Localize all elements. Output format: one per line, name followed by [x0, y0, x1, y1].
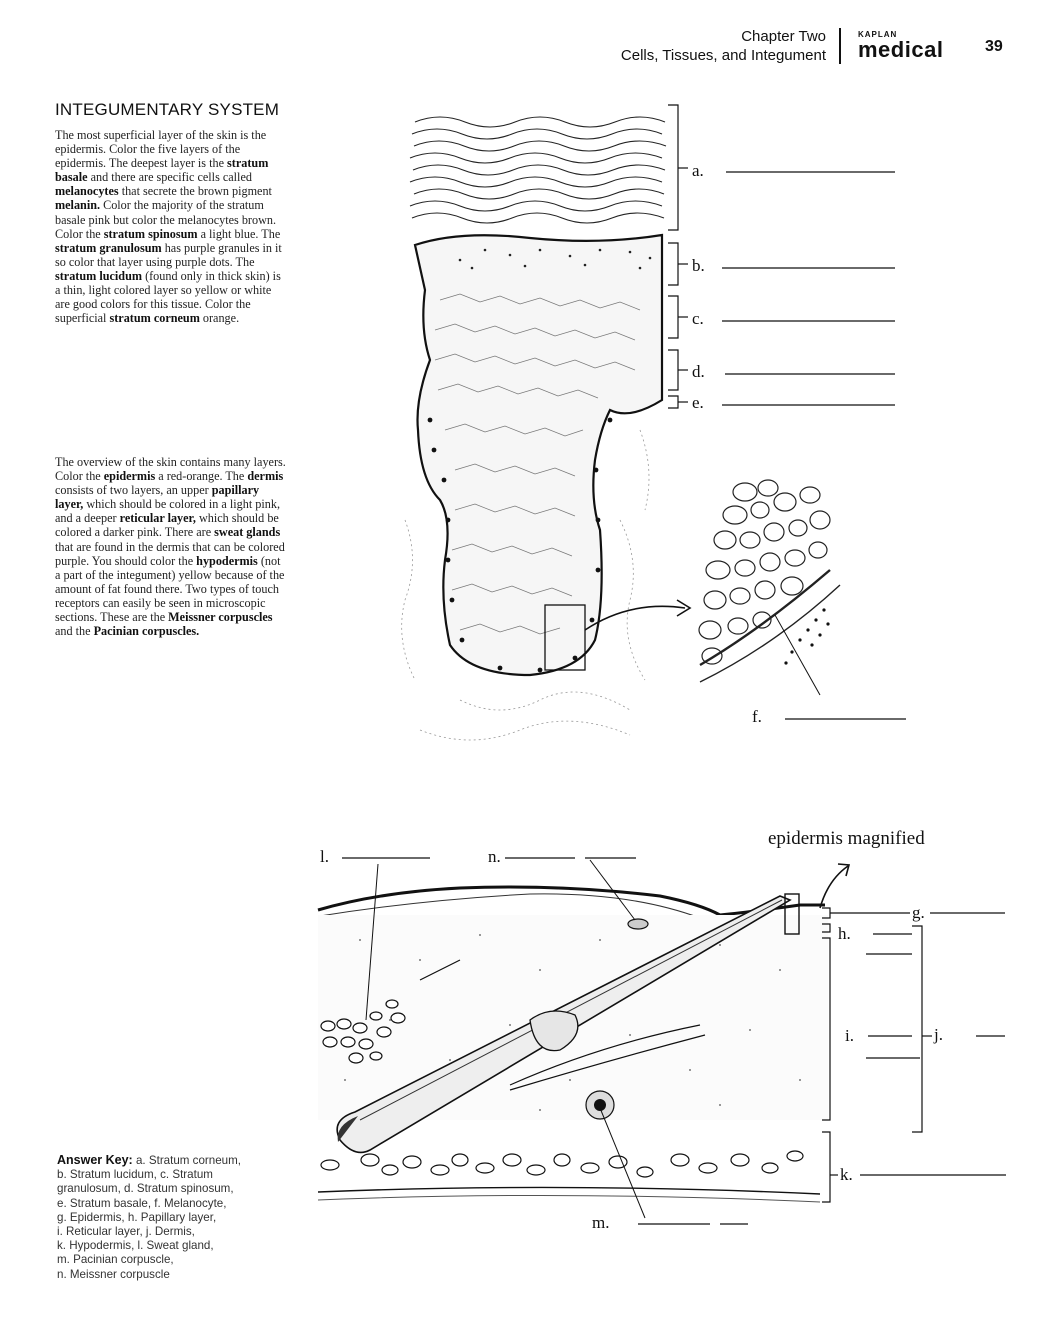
logo-small-text: KAPLAN [858, 30, 898, 39]
bold-term: papillary layer, [55, 483, 260, 512]
paragraph-layers [55, 128, 282, 325]
answer-key-line: granulosum, d. Stratum spinosum, [57, 1182, 234, 1196]
label-k: k. [840, 1165, 853, 1184]
region-brackets [822, 908, 922, 1202]
magnified-inset [699, 480, 840, 682]
body-text: a red-orange. The [155, 469, 248, 484]
label-b: b. [692, 256, 705, 275]
label-l: l. [320, 847, 329, 866]
answer-key-line: b. Stratum lucidum, c. Stratum [57, 1168, 213, 1182]
publisher-logo [858, 30, 943, 61]
intro-paragraph [55, 128, 287, 325]
running-header [560, 27, 826, 65]
bold-term: stratum basale [55, 156, 269, 185]
body-text: which should be colored a darker pink. There are [55, 511, 279, 540]
bold-term: Pacinian corpuscles. [93, 624, 200, 639]
body-text: has purple granules in it so color that layer using purple dots. The [55, 240, 282, 269]
label-h: h. [838, 924, 851, 943]
body-text: Color the majority of the stratum basale pink but color the melanocytes brown. Color the [55, 198, 277, 241]
label-i: i. [845, 1026, 854, 1045]
page-number: 39 [985, 38, 1003, 55]
bold-term: epidermis [103, 469, 156, 484]
answer-key-line: k. Hypodermis, l. Sweat gland, [57, 1239, 214, 1253]
chapter-label: Chapter Two [741, 28, 826, 45]
body-text: and the [55, 624, 94, 639]
answer-key-line: n. Meissner corpuscle [57, 1267, 170, 1281]
label-g: g. [912, 903, 925, 922]
section-title: INTEGUMENTARY SYSTEM [55, 100, 280, 119]
melanocyte-pointer [775, 615, 820, 695]
answer-key-line: m. Pacinian corpuscle, [57, 1253, 174, 1267]
body-text: The overview of the skin contains many layers. Color the [55, 455, 286, 484]
bold-term: sweat glands [214, 525, 281, 540]
body-text: a light blue. The [197, 226, 281, 241]
label-j: j. [934, 1025, 943, 1044]
body-text: that secrete the brown pigment [118, 184, 272, 199]
bold-term: melanin. [55, 198, 101, 213]
bold-term: reticular layer, [119, 511, 196, 526]
bold-term: Meissner corpuscles [168, 610, 273, 625]
layer-brackets [668, 105, 688, 408]
meissner-corpuscle [628, 919, 648, 929]
epidermis-figure [400, 100, 930, 770]
stratum-corneum-drawing [410, 117, 666, 223]
label-m: m. [592, 1213, 610, 1232]
answer-lines [722, 172, 895, 405]
answer-key-line: g. Epidermis, h. Papillary layer, [57, 1210, 217, 1224]
body-text: and there are specific cells called [87, 170, 252, 185]
logo-big-text: medical [858, 37, 944, 62]
epidermis-surface [318, 887, 825, 915]
header-divider [839, 28, 841, 64]
body-text: that are found in the dermis that can be colored purple. You should color the [55, 539, 285, 568]
bold-term: stratum corneum [109, 311, 200, 326]
body-text: (not a part of the integument) yellow because of the amount of fat found there. Two types of touch receptors can easily be seen in microscopic sections. These are the [55, 553, 285, 625]
body-text: which should be colored in a light pink, and a deeper [55, 497, 280, 526]
label-n: n. [488, 847, 501, 866]
bold-term: hypodermis [196, 553, 258, 568]
pointer-m [600, 1108, 645, 1218]
bold-term: melanocytes [55, 184, 119, 199]
label-c: c. [692, 309, 704, 328]
label-f: f. [752, 707, 762, 726]
body-text: consists of two layers, an upper [55, 483, 212, 498]
chapter-subtitle: Cells, Tissues, and Integument [620, 47, 826, 64]
answer-key-line: i. Reticular layer, j. Dermis, [57, 1225, 195, 1239]
bold-term: stratum lucidum [55, 268, 143, 283]
answer-key-heading: Answer Key: [57, 1153, 133, 1167]
overview-paragraph [55, 455, 287, 638]
answer-key-line: a. Stratum corneum, [135, 1154, 241, 1167]
hypodermis-fat [321, 1151, 803, 1177]
label-d: d. [692, 362, 705, 381]
label-a: a. [692, 161, 704, 180]
bold-term: dermis [247, 469, 284, 484]
body-text: orange. [199, 311, 240, 326]
inset-dots [784, 608, 829, 664]
skin-overview-figure [300, 820, 1012, 1240]
bold-term: stratum granulosum [55, 240, 162, 255]
body-text: (found only in thick skin) is a thin, light colored layer so yellow or white are good colors for this tissue. Color the superficial [55, 268, 281, 326]
body-text: The most superficial layer of the skin is the epidermis. Color the five layers of the epidermis. The deepest layer is the [55, 128, 267, 171]
bold-term: stratum spinosum [103, 226, 198, 241]
epidermis-outline [415, 235, 662, 675]
paragraph-overview [55, 455, 286, 638]
caption-epidermis-magnified: epidermis magnified [768, 828, 925, 849]
answer-key [57, 1153, 297, 1282]
caption-arrow [820, 866, 848, 908]
label-e: e. [692, 393, 704, 412]
answer-key-line: e. Stratum basale, f. Melanocyte, [57, 1196, 227, 1210]
